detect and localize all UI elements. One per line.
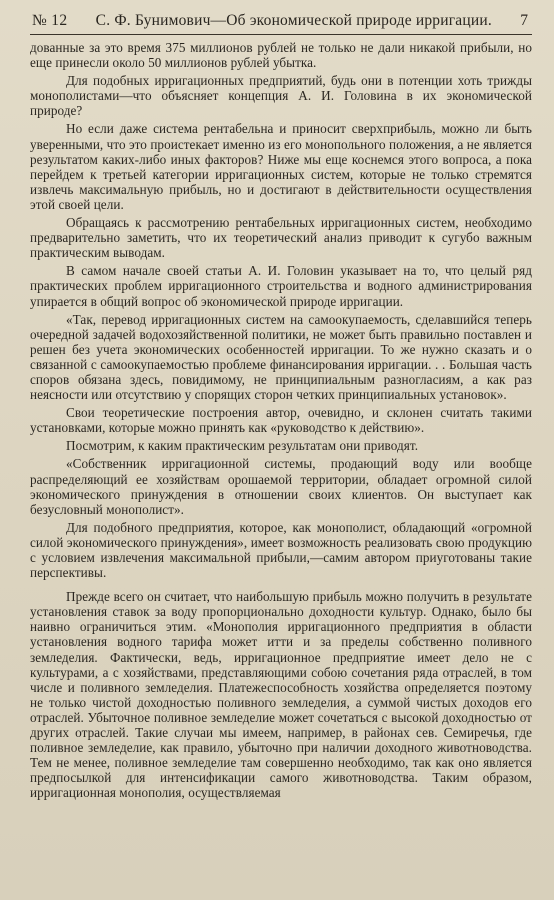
running-header	[30, 10, 532, 35]
paragraph: Для подобных ирригационных предприятий, будь они в потенции хоть трижды монополистами—что объясняет концепция А. И. Головина в их экономической природе?	[30, 73, 532, 119]
page-number: 7	[520, 12, 528, 29]
paragraph: Для подобного предприятия, которое, как монополист, обладающий «огромной силой экономического принуждения», имеет возможность реализовать свою продукцию с условием извлечения максимальной прибыли,—самим автором приуготованы такие перспективы.	[30, 519, 532, 581]
issue-number: № 12	[32, 12, 68, 29]
paragraph: Свои теоретические построения автор, очевидно, и склонен считать такими установками, которые можно принять как «руководство к действию».	[30, 405, 532, 436]
paragraph: В самом начале своей статьи А. И. Головин указывает на то, что целый ряд практических проблем ирригационного строительства и водного администрирования упирается в общий вопрос об экономической природе ирригации.	[30, 263, 532, 309]
paragraph: Прежде всего он считает, что наибольшую прибыль можно получить в результате установления ставок за воду пропорционально доходности культур. Однако, было бы наивно ограничиться этим. «Монополия ирригационного предприятия в области установления водного тарифа может итти и за пределы собственно поливного земледелия. Фактически, ведь, ирригационное предприятие имеет дело не с культурами, а с хозяйствами, представляющими собою сочетания ряда отраслей, в том числе и поливного земледелия. Платежеспособность хозяйства определяется поэтому не только чистой доходностью поливного земледелия, а суммой чистых доходов его отраслей. Убыточное поливное земледелие может сочетаться с высокой доходностью от других отраслей. Такие случаи мы имеем, например, в районах сев. Семиречья, где поливное земледелие, как правило, убыточно при наличии доходного животноводства. Тем не менее, поливное земледелие там совершенно необходимо, так как оно является предпосылкой для интенсификации самого животноводства. Таким образом, ирригационная монополия, осуществляемая	[30, 589, 532, 801]
paragraph: Посмотрим, к каким практическим результатам они приводят.	[66, 438, 419, 454]
running-title: С. Ф. Бунимович—Об экономической природе ирригации.	[95, 12, 492, 29]
article-body	[30, 40, 532, 801]
paragraph: Обращаясь к рассмотрению рентабельных ирригационных систем, необходимо предварительно заметить, что их теоретический анализ приводит к сугубо важным практическим выводам.	[30, 215, 532, 261]
paragraph: Но если даже система рентабельна и приносит сверхприбыль, можно ли быть уверенными, что это проистекает именно из его монопольного положения, а не является результатом каких-либо иных факторов? Ниже мы еще коснемся этого вопроса, а пока перейдем к третьей категории ирригационных систем, которые не только стремятся извлечь максимальную прибыль, но и достигают в действительности осуществления этой своей цели.	[30, 121, 532, 212]
paragraph: дованные за это время 375 миллионов рублей не только не дали никакой прибыли, но еще принесли около 50 миллионов рублей убытка.	[30, 40, 532, 71]
quote-paragraph: «Так, перевод ирригационных систем на самоокупаемость, сделавшийся теперь очередной задачей водохозяйственной политики, не может быть правильно поставлен и решен без учета экономических особенностей ирригации. То же нужно сказать и о связанной с самоокупаемостью проблеме финансирования ирригации. . . Большая часть споров обязана здесь, повидимому, не принципиальным разногласиям, а как раз неясности или отсутствию у спорящих сторон четких принципиальных установок».	[30, 311, 532, 403]
quote-paragraph: «Собственник ирригационной системы, продающий воду или вообще распределяющий ее хозяйствам орошаемой территории, обладает огромной силой экономического принуждения в отношении своих клиентов. Он выступает как безусловный монополист».	[30, 456, 532, 517]
